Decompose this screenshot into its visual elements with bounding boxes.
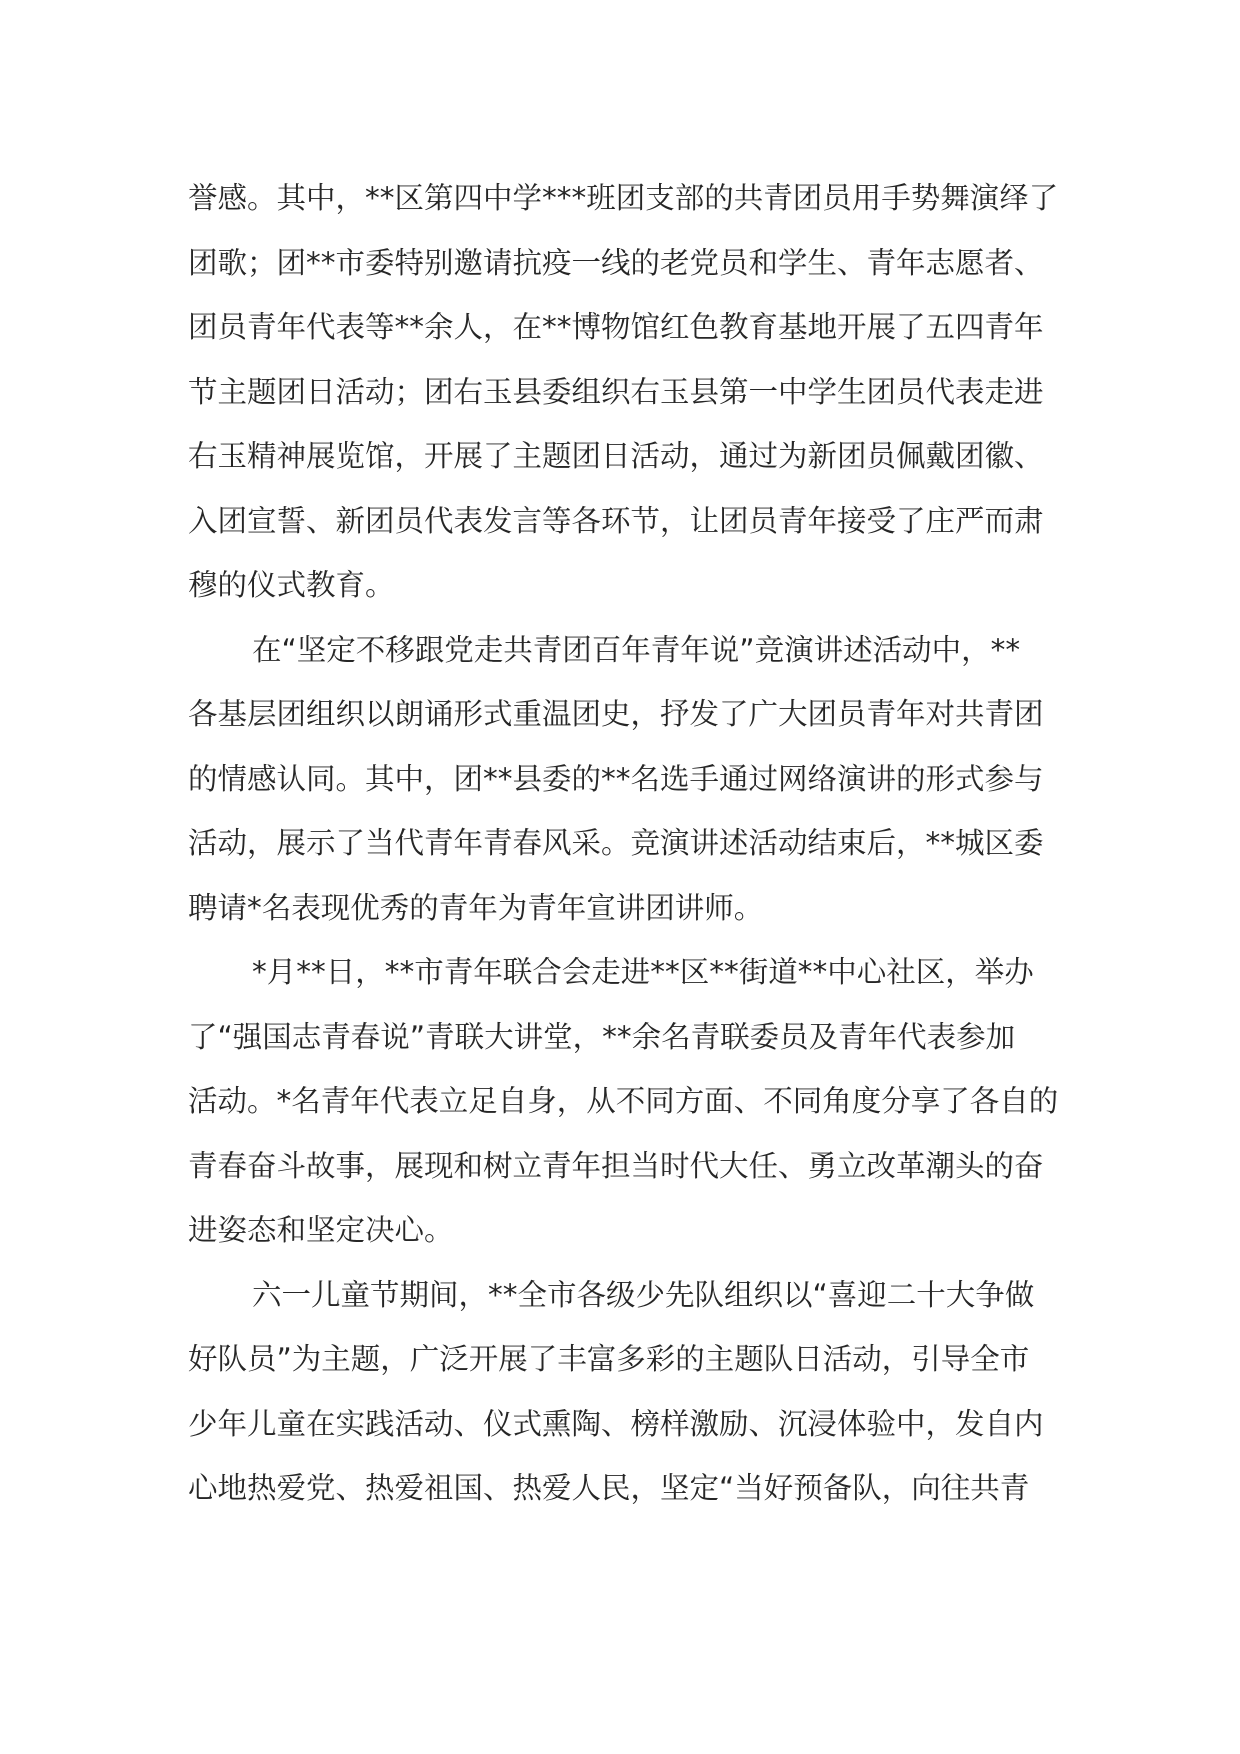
text-line: 各基层团组织以朗诵形式重温团史，抒发了广大团员青年对共青团 [188,697,1044,731]
text-line: 进姿态和坚定决心。 [188,1213,454,1247]
text-line: 团歌；团**市委特别邀请抗疫一线的老党员和学生、青年志愿者、 [188,245,1044,280]
text-line: 好队员”为主题，广泛开展了丰富多彩的主题队日活动，引导全市 [188,1342,1030,1376]
text-line: 了“强国志青春说”青联大讲堂，**余名青联委员及青年代表参加 [188,1019,1016,1054]
text-line: 穆的仪式教育。 [188,568,395,602]
paragraph [188,166,1059,618]
text-line: 活动。*名青年代表立足自身，从不同方面、不同角度分享了各自的 [188,1084,1059,1118]
document-body [188,166,1059,1521]
text-line: 入团宣誓、新团员代表发言等各环节，让团员青年接受了庄严而肃 [188,503,1044,538]
text-line: 活动，展示了当代青年青春风采。竞演讲述活动结束后，**城区委 [188,826,1044,860]
paragraph [188,618,1056,941]
text-line: *月**日，**市青年联合会走进**区**街道**中心社区，举办 [252,955,1034,989]
paragraph [188,1263,1056,1521]
text-line: 聘请*名表现优秀的青年为青年宣讲团讲师。 [188,890,764,925]
text-line: 团员青年代表等**余人，在**博物馆红色教育基地开展了五四青年 [188,310,1044,344]
text-line: 少年儿童在实践活动、仪式熏陶、榜样激励、沉浸体验中，发自内 [188,1406,1044,1441]
paragraph [188,940,1059,1263]
text-line: 青春奋斗故事，展现和树立青年担当时代大任、勇立改革潮头的奋 [188,1148,1044,1183]
text-line: 誉感。其中，**区第四中学***班团支部的共青团员用手势舞演绎了 [188,181,1059,215]
text-line: 在“坚定不移跟党走共青团百年青年说”竞演讲述活动中，** [252,632,1021,667]
text-line: 右玉精神展览馆，开展了主题团日活动，通过为新团员佩戴团徽、 [188,439,1044,473]
text-line: 节主题团日活动；团右玉县委组织右玉县第一中学生团员代表走进 [188,374,1044,409]
text-line: 的情感认同。其中，团**县委的**名选手通过网络演讲的形式参与 [188,761,1044,796]
text-line: 心地热爱党、热爱祖国、热爱人民，坚定“当好预备队，向往共青 [188,1471,1030,1505]
text-line: 六一儿童节期间，**全市各级少先队组织以“喜迎二十大争做 [252,1277,1035,1312]
